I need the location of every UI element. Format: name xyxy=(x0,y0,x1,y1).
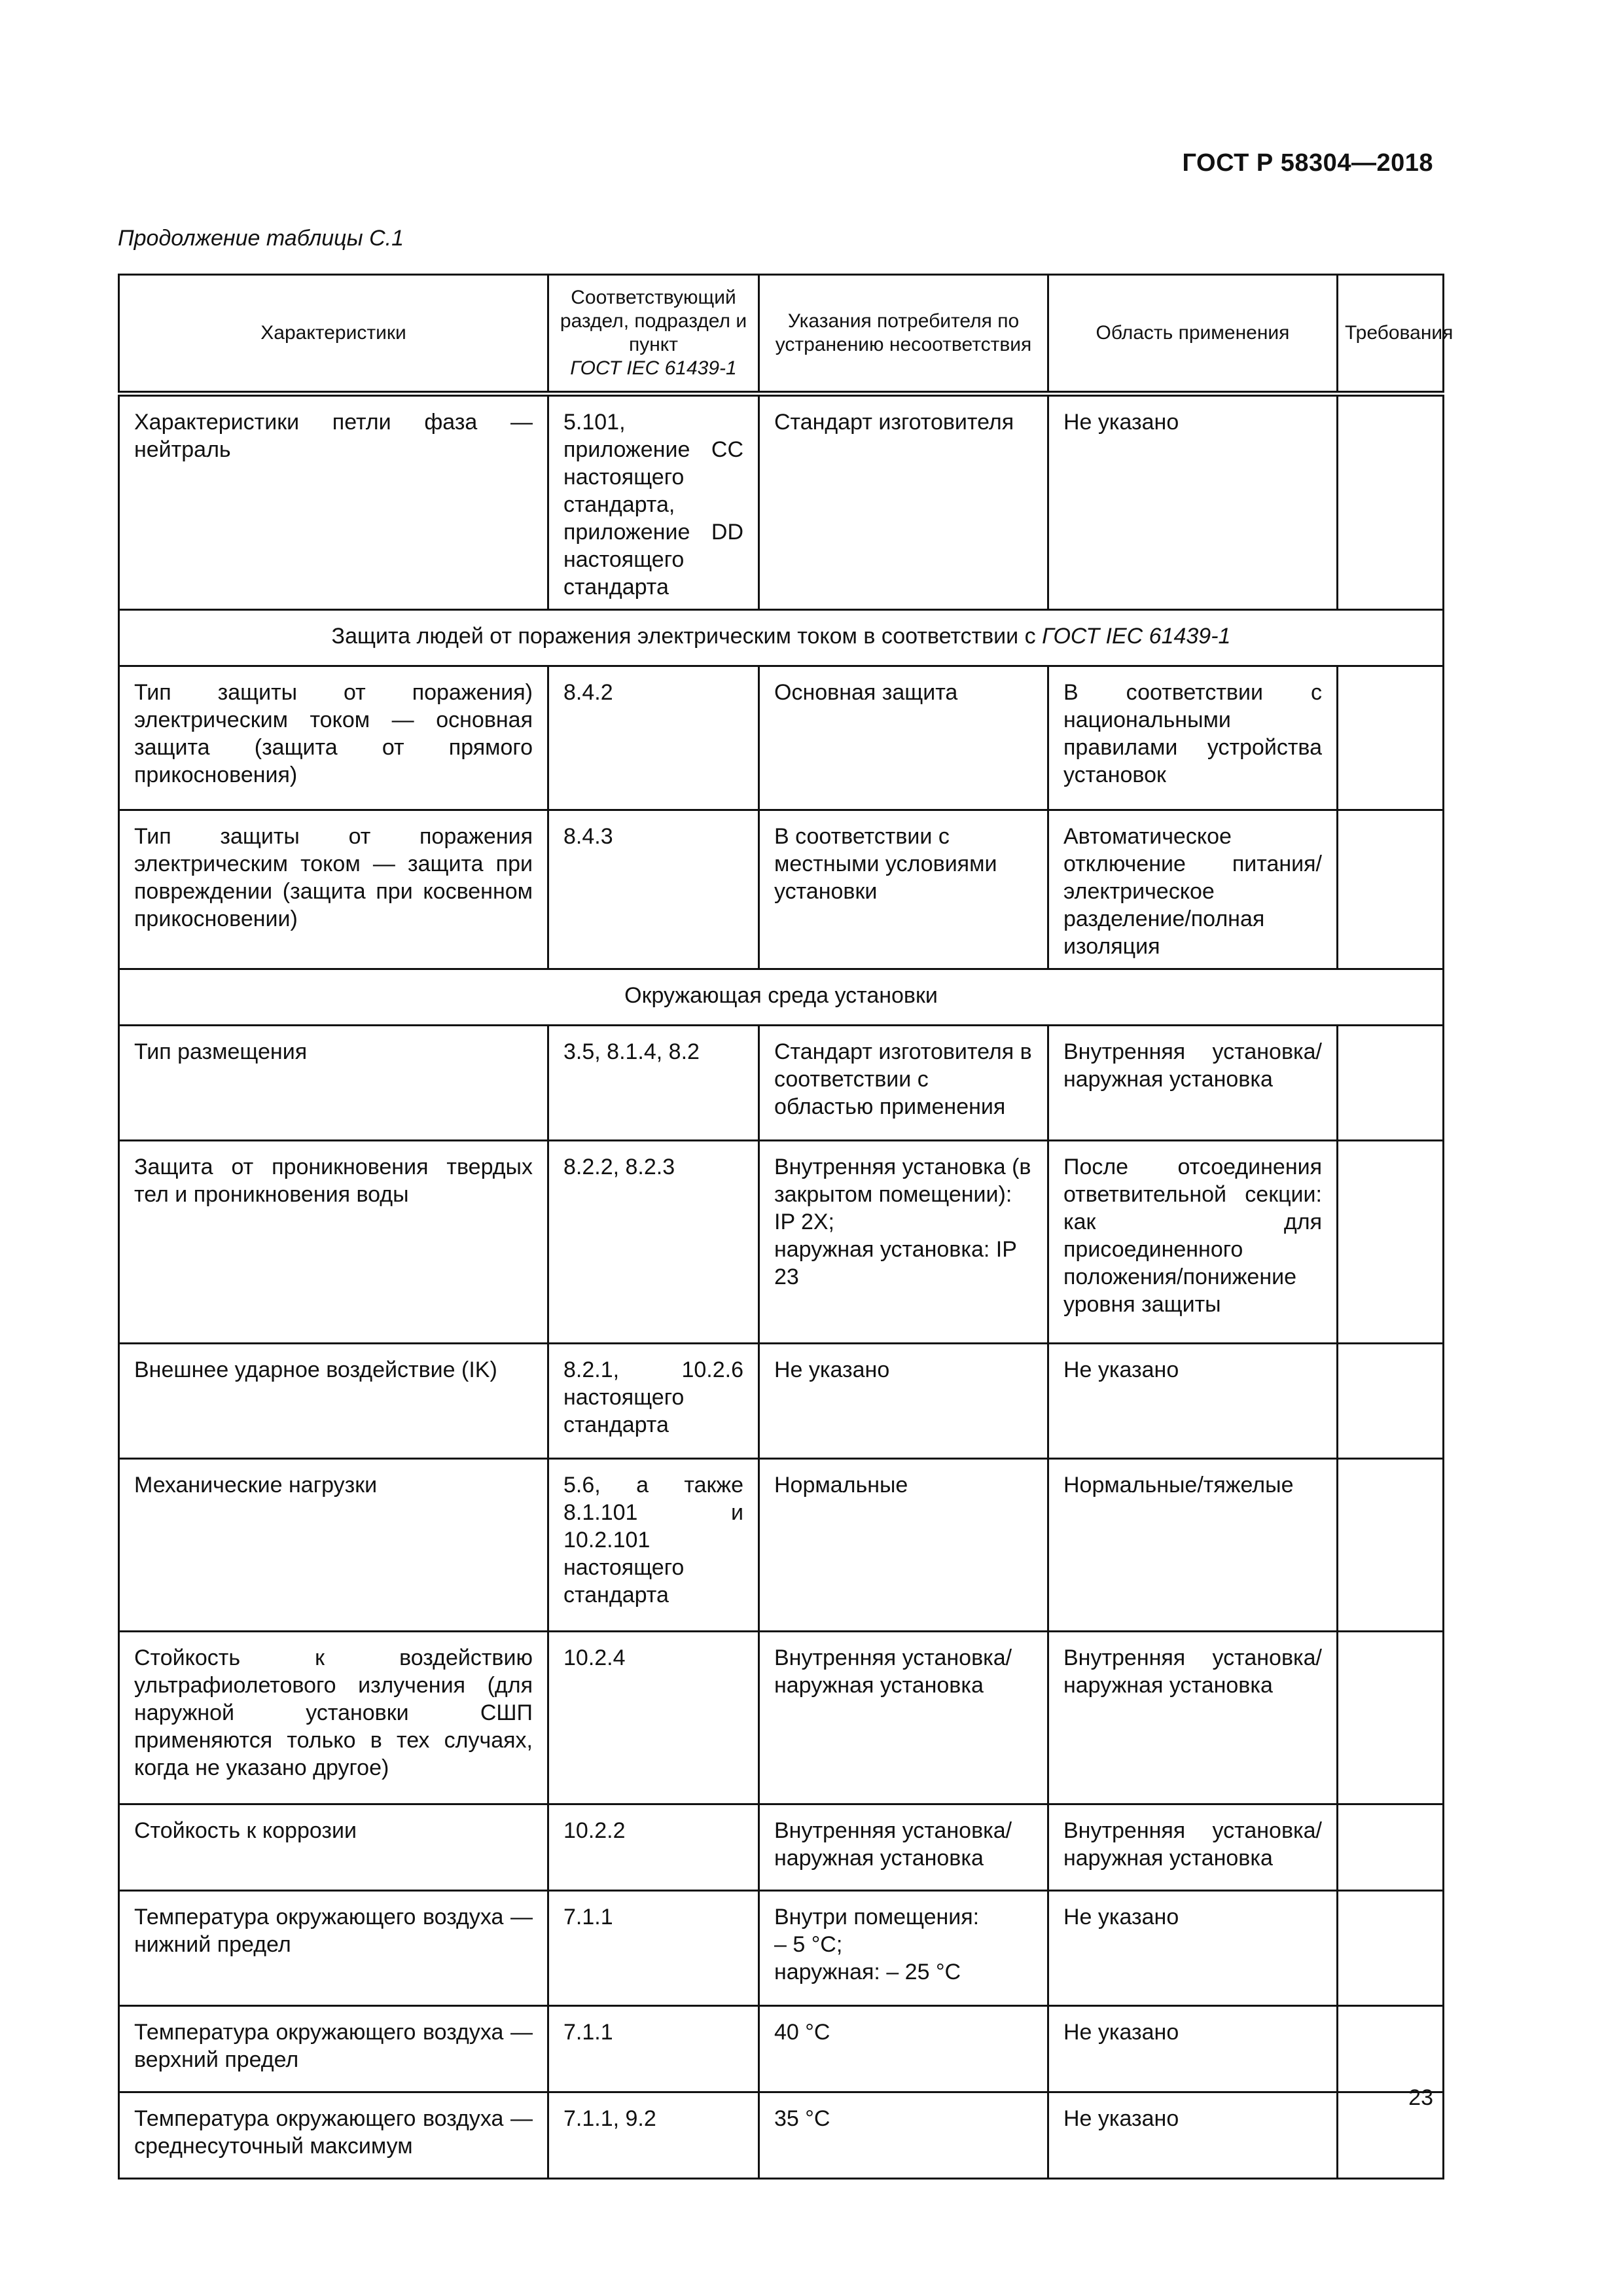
cell-consumer-instruction: Стандарт изготовителя в соответствии с областью применения xyxy=(759,1026,1048,1141)
cell-characteristic: Защита от проникновения твердых тел и проникновения воды xyxy=(119,1141,548,1344)
cell-characteristic: Механические нагрузки xyxy=(119,1459,548,1632)
cell-characteristic: Характеристики петли фаза — нейтраль xyxy=(119,394,548,610)
requirements-table xyxy=(118,274,1454,2179)
cell-consumer-instruction: Не указано xyxy=(759,1344,1048,1459)
section-title xyxy=(119,610,1444,666)
table-row xyxy=(119,1632,1444,1804)
cell-requirement xyxy=(1338,1804,1444,1891)
cell-consumer-instruction: Внутренняя установка/наружная установка xyxy=(759,1632,1048,1804)
cell-section-ref: 7.1.1 xyxy=(548,1891,759,2006)
cell-section-ref: 3.5, 8.1.4, 8.2 xyxy=(548,1026,759,1141)
cell-application-area: Внутренняя установка/наружная установка xyxy=(1048,1632,1338,1804)
section-row xyxy=(119,969,1444,1026)
cell-application-area: Не указано xyxy=(1048,2006,1338,2092)
cell-application-area: Не указано xyxy=(1048,394,1338,610)
cell-characteristic: Стойкость к коррозии xyxy=(119,1804,548,1891)
cell-characteristic: Тип защиты от поражения) электрическим током — основная защита (защита от прямого прикосновения) xyxy=(119,666,548,810)
table-body xyxy=(119,394,1444,2179)
cell-section-ref: 10.2.2 xyxy=(548,1804,759,1891)
table-row xyxy=(119,1891,1444,2006)
cell-characteristic: Стойкость к воздействию ультрафиолетового излучения (для наружной установки СШП применяются только в тех случаях, когда не указано другое) xyxy=(119,1632,548,1804)
cell-consumer-instruction: Основная защита xyxy=(759,666,1048,810)
cell-requirement xyxy=(1338,1459,1444,1632)
cell-section-ref: 10.2.4 xyxy=(548,1632,759,1804)
cell-consumer-instruction: 35 °С xyxy=(759,2092,1048,2179)
table-row xyxy=(119,2006,1444,2092)
cell-application-area: Внутренняя установка/наружная установка xyxy=(1048,1804,1338,1891)
cell-section-ref: 7.1.1 xyxy=(548,2006,759,2092)
cell-requirement xyxy=(1338,1026,1444,1141)
table-row xyxy=(119,810,1444,969)
cell-application-area: В соответствии с национальными правилами устройства установок xyxy=(1048,666,1338,810)
document-header: ГОСТ Р 58304—2018 xyxy=(1182,149,1433,177)
cell-section-ref: 8.4.2 xyxy=(548,666,759,810)
cell-requirement xyxy=(1338,1344,1444,1459)
table-row xyxy=(119,394,1444,610)
cell-characteristic: Тип защиты от поражения электрическим током — защита при повреждении (защита при косвенном прикосновении) xyxy=(119,810,548,969)
table-row xyxy=(119,1459,1444,1632)
cell-application-area: После отсоединения ответвительной секции: как для присоединенного положения/понижение уровня защиты xyxy=(1048,1141,1338,1344)
cell-characteristic: Внешнее ударное воздействие (IK) xyxy=(119,1344,548,1459)
column-header-section: Соответствующий раздел, подраздел и пункт ГОСТ IEC 61439-1 xyxy=(548,275,759,394)
cell-application-area: Не указано xyxy=(1048,1891,1338,2006)
cell-consumer-instruction: Внутренняя установка (в закрытом помещении): IP 2X; наружная установка: IP 23 xyxy=(759,1141,1048,1344)
table-caption: Продолжение таблицы С.1 xyxy=(118,226,404,251)
cell-section-ref: 8.2.2, 8.2.3 xyxy=(548,1141,759,1344)
cell-consumer-instruction: В соответствии с местными условиями установки xyxy=(759,810,1048,969)
table-row xyxy=(119,1804,1444,1891)
cell-section-ref: 8.2.1, 10.2.6 настоящего стандарта xyxy=(548,1344,759,1459)
cell-requirement xyxy=(1338,394,1444,610)
cell-requirement xyxy=(1338,2006,1444,2092)
cell-application-area: Не указано xyxy=(1048,1344,1338,1459)
page-number: 23 xyxy=(1408,2085,1433,2110)
section-title xyxy=(119,969,1444,1026)
table-row xyxy=(119,2092,1444,2179)
cell-consumer-instruction: Нормальные xyxy=(759,1459,1048,1632)
column-header-characteristics: Характеристики xyxy=(119,275,548,394)
cell-requirement xyxy=(1338,666,1444,810)
cell-application-area: Нормальные/тяжелые xyxy=(1048,1459,1338,1632)
column-header-requirements: Требования xyxy=(1338,275,1444,394)
cell-characteristic: Температура окружающего воздуха — среднесуточный максимум xyxy=(119,2092,548,2179)
column-header-application-area: Область применения xyxy=(1048,275,1338,394)
cell-application-area: Не указано xyxy=(1048,2092,1338,2179)
cell-section-ref: 5.101, приложение СС настоящего стандарта, приложение DD настоящего стандарта xyxy=(548,394,759,610)
cell-section-ref: 5.6, а также 8.1.101 и 10.2.101 настоящего стандарта xyxy=(548,1459,759,1632)
cell-consumer-instruction: Внутри помещения: – 5 °С; наружная: – 25 °С xyxy=(759,1891,1048,2006)
cell-application-area: Автоматическое отключение питания/электрическое разделение/полная изоляция xyxy=(1048,810,1338,969)
cell-consumer-instruction: Стандарт изготовителя xyxy=(759,394,1048,610)
cell-consumer-instruction: Внутренняя установка/наружная установка xyxy=(759,1804,1048,1891)
section-row xyxy=(119,610,1444,666)
column-header-consumer-instructions: Указания потребителя по устранению несоответствия xyxy=(759,275,1048,394)
cell-requirement xyxy=(1338,810,1444,969)
cell-section-ref: 8.4.3 xyxy=(548,810,759,969)
table-header-row xyxy=(119,275,1444,394)
column-header-section-ref: ГОСТ IEC 61439-1 xyxy=(570,357,737,379)
cell-section-ref: 7.1.1, 9.2 xyxy=(548,2092,759,2179)
cell-requirement xyxy=(1338,1141,1444,1344)
cell-characteristic: Температура окружающего воздуха — нижний предел xyxy=(119,1891,548,2006)
cell-application-area: Внутренняя установка/наружная установка xyxy=(1048,1026,1338,1141)
section-title-text: Окружающая среда установки xyxy=(624,983,938,1008)
cell-characteristic: Температура окружающего воздуха — верхний предел xyxy=(119,2006,548,2092)
cell-requirement xyxy=(1338,1891,1444,2006)
table-row xyxy=(119,1344,1444,1459)
section-title-text: Защита людей от поражения электрическим током в соответствии с xyxy=(331,624,1036,649)
cell-characteristic: Тип размещения xyxy=(119,1026,548,1141)
cell-consumer-instruction: 40 °С xyxy=(759,2006,1048,2092)
table-row xyxy=(119,1141,1444,1344)
cell-requirement xyxy=(1338,1632,1444,1804)
table-row xyxy=(119,1026,1444,1141)
table-row xyxy=(119,666,1444,810)
section-title-ref: ГОСТ IEC 61439-1 xyxy=(1042,624,1231,649)
